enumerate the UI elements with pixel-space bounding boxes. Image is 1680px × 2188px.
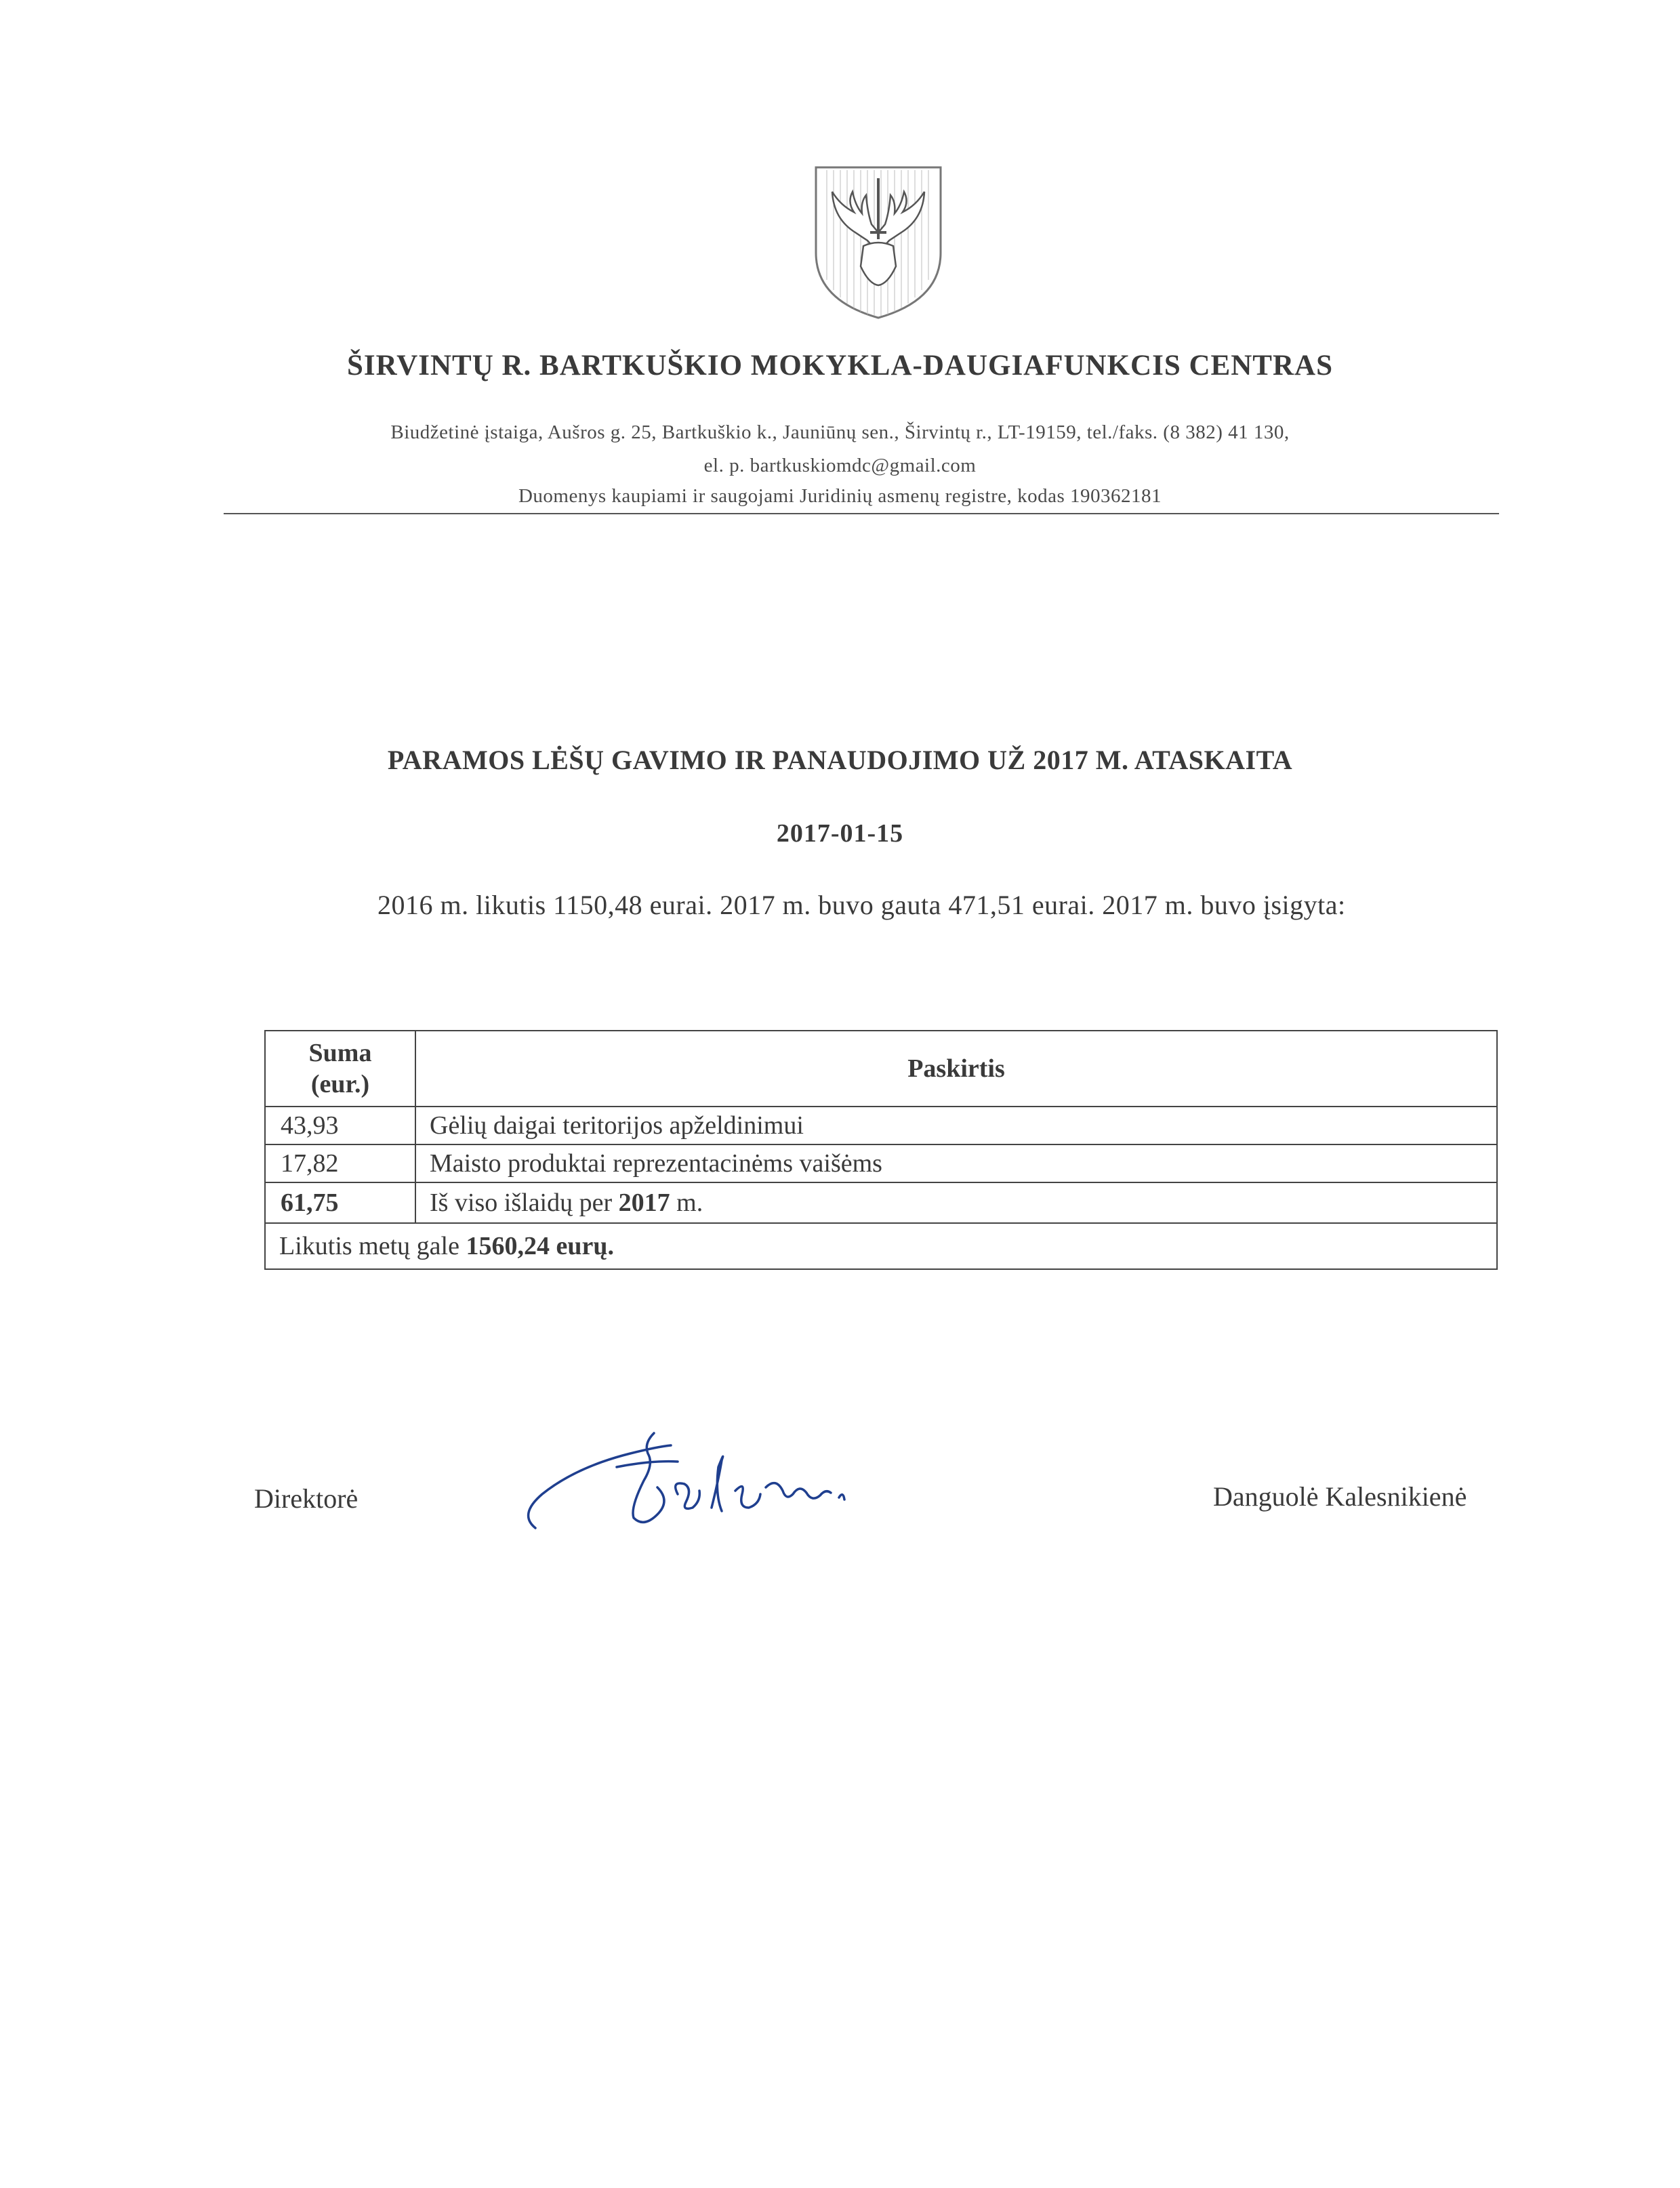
report-title: PARAMOS LĖŠŲ GAVIMO IR PANAUDOJIMO UŽ 2017 M. ATASKAITA [387, 745, 1293, 775]
balance-amount: 1560,24 eurų. [466, 1232, 614, 1260]
expenses-table [264, 1030, 1498, 1270]
organization-email: el. p. bartkuskiomdc@gmail.com [703, 455, 977, 476]
table-header-row [265, 1031, 1497, 1107]
table-row [265, 1107, 1497, 1144]
organization-address: Biudžetinė įstaiga, Aušros g. 25, Bartkuškio k., Jauniūnų sen., Širvintų r., LT-19159, tel./faks. (8 382) 41 130, [390, 421, 1290, 443]
table-balance-row [265, 1223, 1497, 1269]
organization-registry: Duomenys kaupiami ir saugojami Juridinių asmenų registre, kodas 190362181 [518, 485, 1162, 507]
coat-of-arms-icon [813, 165, 943, 321]
row-purpose: Gėlių daigai teritorijos apželdinimui [415, 1107, 1497, 1144]
column-header-sum-line2: (eur.) [310, 1070, 370, 1098]
row-purpose: Maisto produktai reprezentacinėms vaišėms [415, 1144, 1497, 1182]
total-purpose-suffix: m. [670, 1189, 703, 1217]
table-row [265, 1144, 1497, 1182]
row-sum: 43,93 [265, 1107, 415, 1144]
total-purpose-year: 2017 [618, 1189, 670, 1217]
organization-name: ŠIRVINTŲ R. BARTKUŠKIO MOKYKLA-DAUGIAFUNKCIS CENTRAS [346, 350, 1333, 381]
signatory-name: Danguolė Kalesnikienė [1213, 1481, 1467, 1512]
report-intro: 2016 m. likutis 1150,48 eurai. 2017 m. buvo gauta 471,51 eurai. 2017 m. buvo įsigyta: [377, 890, 1346, 920]
row-sum: 17,82 [265, 1144, 415, 1182]
handwritten-signature-icon [515, 1413, 881, 1535]
table-total-row [265, 1182, 1497, 1223]
column-header-sum [265, 1031, 415, 1107]
total-sum: 61,75 [265, 1182, 415, 1223]
column-header-purpose: Paskirtis [415, 1031, 1497, 1107]
balance-prefix: Likutis metų gale [279, 1232, 466, 1260]
balance-cell [265, 1223, 1497, 1269]
header-divider [224, 513, 1499, 514]
report-date: 2017-01-15 [776, 819, 904, 848]
column-header-sum-line1: Suma [308, 1039, 372, 1067]
signatory-role: Direktorė [254, 1483, 358, 1514]
total-purpose [415, 1182, 1497, 1223]
total-purpose-prefix: Iš viso išlaidų per [430, 1189, 619, 1217]
